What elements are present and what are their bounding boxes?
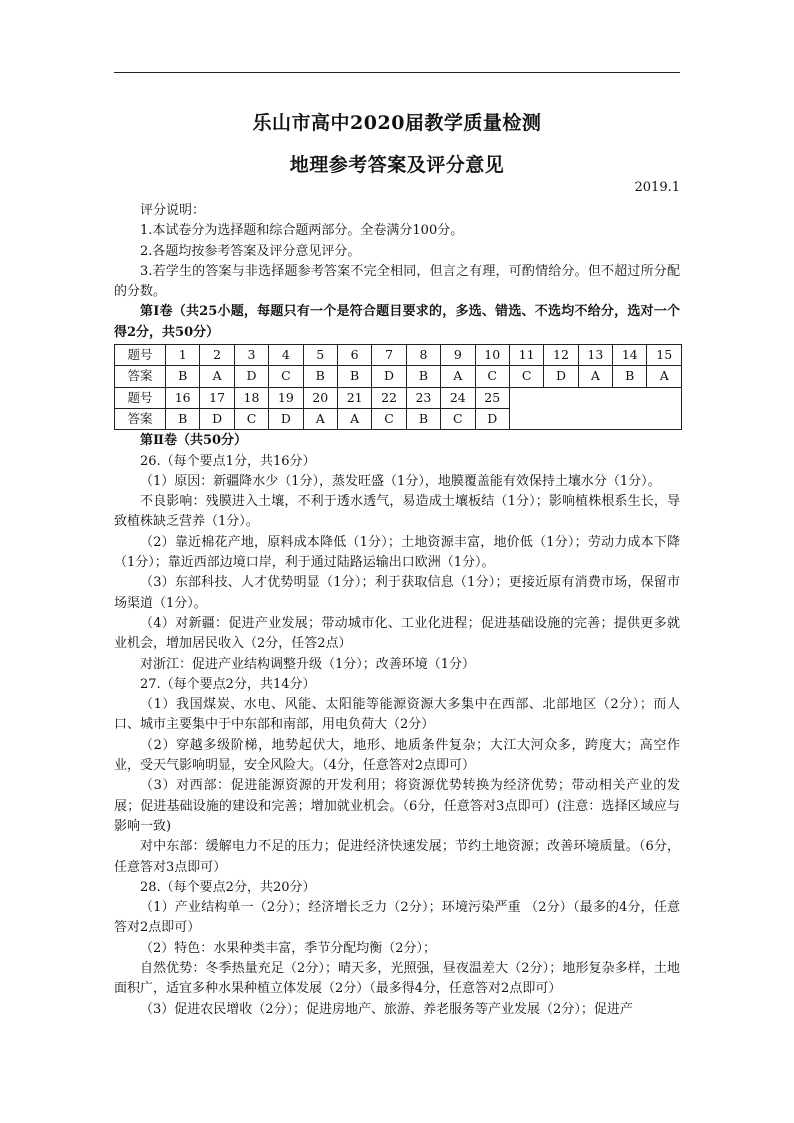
question-number: 22	[372, 387, 406, 408]
paragraph: （4）对新疆：促进产业发展；带动城市化、工业化进程；促进基础设施的完善；提供更多就业机会，增加居民收入（2分，任答2点）	[114, 615, 680, 652]
answer-cell: A	[303, 408, 337, 429]
top-rule	[114, 72, 680, 73]
answer-cell: C	[372, 408, 406, 429]
answer-cell: D	[269, 408, 303, 429]
question-number: 18	[234, 387, 268, 408]
question-number: 13	[578, 345, 612, 366]
question-number: 15	[647, 345, 682, 366]
question-number: 20	[303, 387, 337, 408]
answer-cell: B	[303, 366, 337, 387]
question-number: 6	[337, 345, 371, 366]
paragraph: 28.（每个要点2分，共20分）	[140, 879, 316, 895]
answer-cell: D	[544, 366, 578, 387]
answer-cell: C	[234, 408, 268, 429]
answer-cell: A	[647, 366, 682, 387]
notes-heading: 评分说明：	[140, 203, 206, 218]
answer-cell: A	[200, 366, 234, 387]
paragraph: 26.（每个要点1分，共16分）	[140, 453, 316, 469]
answer-cell: B	[613, 366, 647, 387]
answer-cell: C	[269, 366, 303, 387]
question-number: 11	[509, 345, 543, 366]
answer-cell: A	[337, 408, 371, 429]
answer-cell: B	[166, 408, 200, 429]
answer-cell: B	[406, 408, 440, 429]
answer-cell: A	[441, 366, 475, 387]
note-3: 3.若学生的答案与非选择题参考答案不完全相同，但言之有理，可酌情给分。但不超过所分配的分数。	[114, 263, 680, 300]
paragraph: （2）穿越多级阶梯，地势起伏大，地形、地质条件复杂；大江大河众多，跨度大；高空作业，受天气影响明显，安全风险大。（4分，任意答对2点即可）	[114, 737, 680, 774]
question-number: 19	[269, 387, 303, 408]
answer-cell: B	[166, 366, 200, 387]
paragraph: 27.（每个要点2分，共14分）	[140, 676, 316, 692]
question-number: 9	[441, 345, 475, 366]
answer-cell: B	[337, 366, 371, 387]
answer-table-row-a1	[115, 366, 682, 387]
paragraph: 不良影响：残膜进入土壤，不利于透水透气，易造成土壤板结（1分）；影响植株根系生长，导致植株缺乏营养（1分）。	[114, 494, 680, 530]
question-number: 1	[166, 345, 200, 366]
question-number: 12	[544, 345, 578, 366]
question-number: 4	[269, 345, 303, 366]
paragraph: 对中东部：缓解电力不足的压力；促进经济快速发展；节约土地资源；改善环境质量。（6分，任意答对3点即可）	[114, 839, 680, 875]
document-subtitle: 地理参考答案及评分意见	[289, 154, 505, 176]
question-number: 8	[406, 345, 440, 366]
question-number: 14	[613, 345, 647, 366]
note-1: 1.本试卷分为选择题和综合题两部分。全卷满分100分。	[140, 223, 464, 239]
question-number: 16	[166, 387, 200, 408]
answer-cell: C	[509, 366, 543, 387]
paragraph: 自然优势：冬季热量充足（2分）；晴天多，光照强，昼夜温差大（2分）；地形复杂多样，土地面积广，适宜多种水果种植立体发展（2分）（最多得4分，任意答对2点即可）	[114, 960, 680, 997]
answer-label: 答案	[115, 366, 166, 387]
question-number-label: 题号	[115, 345, 166, 366]
answer-cell: D	[372, 366, 406, 387]
question-number: 21	[337, 387, 371, 408]
answer-cell: C	[441, 408, 475, 429]
note-2: 2.各题均按参考答案及评分意见评分。	[140, 243, 361, 259]
part2-heading: 第Ⅱ卷（共50分）	[140, 433, 248, 449]
answer-label: 答案	[115, 408, 166, 429]
empty-table-area	[509, 387, 681, 430]
answer-cell: A	[578, 366, 612, 387]
document-title: 乐山市高中2020届教学质量检测	[252, 112, 542, 134]
part1-heading: 第Ⅰ卷（共25小题，每题只有一个是符合题目要求的，多选、错选、不选均不给分，选对一个得2分，共50分）	[114, 304, 680, 340]
paragraph: （3）对西部：促进能源资源的开发利用；将资源优势转换为经济优势；带动相关产业的发展；促进基础设施的建设和完善；增加就业机会。（6分，任意答对3点即可）(注意：选择区域应与影响一致)	[114, 778, 680, 834]
answer-cell: D	[200, 408, 234, 429]
question-number: 5	[303, 345, 337, 366]
question-number: 24	[441, 387, 475, 408]
paragraph: （2）靠近棉花产地，原料成本降低（1分）；土地资源丰富，地价低（1分）；劳动力成本下降（1分）；靠近西部边境口岸，利于通过陆路运输出口欧洲（1分）。	[114, 534, 680, 571]
paragraph: 对浙江：促进产业结构调整升级（1分）；改善环境（1分）	[140, 656, 476, 672]
answer-table-row-q1	[115, 345, 682, 366]
answer-cell: D	[234, 366, 268, 387]
question-number-label: 题号	[115, 387, 166, 408]
paragraph: （2）特色：水果种类丰富，季节分配均衡（2分）；	[140, 940, 437, 956]
question-number: 25	[475, 387, 509, 408]
paragraph: （3）促进农民增收（2分）；促进房地产、旅游、养老服务等产业发展（2分）；促进产	[140, 1001, 633, 1017]
question-number: 23	[406, 387, 440, 408]
question-number: 7	[372, 345, 406, 366]
answer-cell: C	[475, 366, 509, 387]
paragraph: （1）产业结构单一（2分）；经济增长乏力（2分）；环境污染严重 （2分）（最多的4分，任意答对2点即可）	[114, 900, 680, 936]
paragraph: （1）原因：新疆降水少（1分），蒸发旺盛（1分），地膜覆盖能有效保持土壤水分（1分）。	[140, 473, 661, 489]
question-number: 10	[475, 345, 509, 366]
document-body	[114, 201, 680, 1020]
paragraph: （1）我国煤炭、水电、风能、太阳能等能源资源大多集中在西部、北部地区（2分）；而人口、城市主要集中于中东部和南部，用电负荷大（2分）	[114, 697, 680, 733]
answer-table	[114, 344, 682, 430]
answer-cell: D	[475, 408, 509, 429]
answer-cell: B	[406, 366, 440, 387]
answer-table-row-q2	[115, 387, 682, 408]
paragraph: （3）东部科技、人才优势明显（1分）；利于获取信息（1分）；更接近原有消费市场，保留市场渠道（1分）。	[114, 575, 680, 611]
question-number: 2	[200, 345, 234, 366]
question-number: 17	[200, 387, 234, 408]
question-number: 3	[234, 345, 268, 366]
document-date: 2019.1	[634, 180, 680, 195]
